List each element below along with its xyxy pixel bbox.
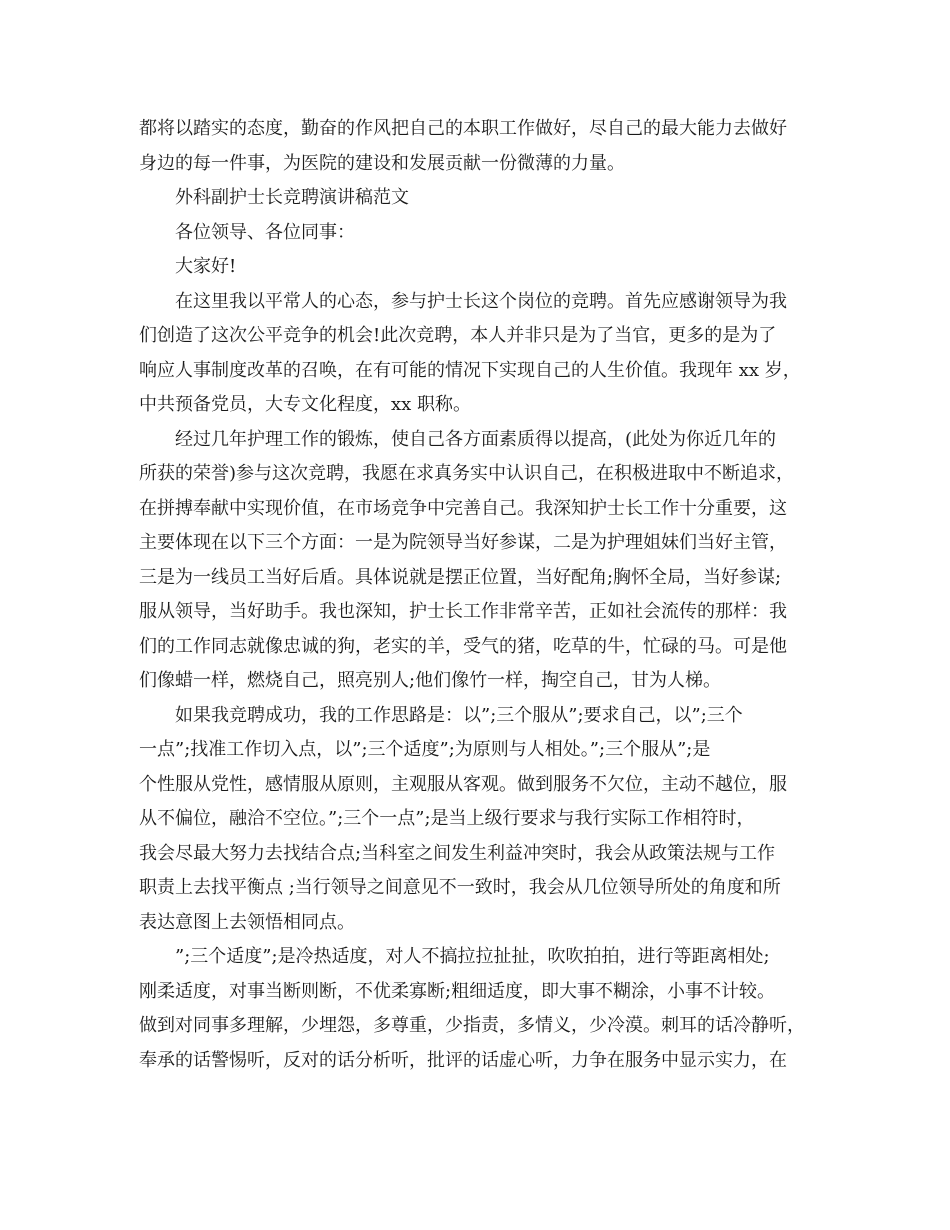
text-line: 经过几年护理工作的锻炼，使自己各方面素质得以提高，(此处为你近几年的 <box>175 428 777 450</box>
text-line: 外科副护士长竞聘演讲稿范文 <box>175 187 409 208</box>
text-line: 服从领导，当好助手。我也深知，护士长工作非常辛苦，正如社会流传的那样：我 <box>139 601 787 622</box>
text-line: 在拼搏奉献中实现价值，在市场竞争中完善自己。我深知护士长工作十分重要，这 <box>139 497 787 519</box>
text-line: 奉承的话警惕听，反对的话分析听，批评的话虚心听，力争在服务中显示实力，在 <box>139 1049 787 1071</box>
text-line: 如果我竞聘成功，我的工作思路是：以”;三个服从”;要求自己，以”;三个 <box>175 704 743 726</box>
text-line: 个性服从党性，感情服从原则，主观服从客观。做到服务不欠位，主动不越位，服 <box>139 773 787 795</box>
text-line: 三是为一线员工当好后盾。具体说就是摆正位置，当好配角;胸怀全局，当好参谋; <box>139 566 782 588</box>
text-line: 刚柔适度，对事当断则断，不优柔寡断;粗细适度，即大事不糊涂，小事不计较。 <box>139 980 776 1002</box>
document-body <box>139 112 819 1078</box>
text-line: ”;三个适度”;是冷热适度，对人不搞拉拉扯扯，吹吹拍拍，进行等距离相处; <box>175 946 770 967</box>
text-line: 们的工作同志就像忠诚的狗，老实的羊，受气的猪，吃草的牛，忙碌的马。可是他 <box>139 635 787 657</box>
text-line: 响应人事制度改革的召唤，在有可能的情况下实现自己的人生价值。我现年 xx 岁， <box>139 359 801 381</box>
text-line: 在这里我以平常人的心态，参与护士长这个岗位的竞聘。首先应感谢领导为我 <box>175 290 787 312</box>
text-line: 大家好! <box>175 256 237 277</box>
text-line: 我会尽最大努力去找结合点;当科室之间发生利益冲突时，我会从政策法规与工作 <box>139 842 776 864</box>
text-line: 身边的每一件事，为医院的建设和发展贡献一份微薄的力量。 <box>139 152 625 174</box>
text-line: 一点”;找准工作切入点，以”;三个适度”;为原则与人相处。”;三个服从”;是 <box>139 739 711 760</box>
text-line: 所获的荣誉)参与这次竞聘，我愿在求真务实中认识自己，在积极进取中不断追求， <box>139 463 795 484</box>
text-line: 中共预备党员，大专文化程度，xx 职称。 <box>139 394 472 415</box>
text-line: 从不偏位，融洽不空位。”;三个一点”;是当上级行要求与我行实际工作相符时， <box>139 808 755 829</box>
text-line: 主要体现在以下三个方面：一是为院领导当好参谋，二是为护理姐妹们当好主管， <box>139 532 787 553</box>
text-line: 表达意图上去领悟相同点。 <box>139 911 355 933</box>
text-line: 们创造了这次公平竞争的机会!此次竞聘，本人并非只是为了当官，更多的是为了 <box>139 325 777 346</box>
text-line: 各位领导、各位同事： <box>175 221 355 243</box>
text-line: 们像蜡一样，燃烧自己，照亮别人;他们像竹一样，掏空自己，甘为人梯。 <box>139 670 722 691</box>
text-line: 都将以踏实的态度，勤奋的作风把自己的本职工作做好，尽自己的最大能力去做好 <box>139 118 787 139</box>
text-line: 职责上去找平衡点 ;当行领导之间意见不一致时，我会从几位领导所处的角度和所 <box>139 877 781 898</box>
text-line: 做到对同事多理解，少埋怨，多尊重，少指责，多情义，少冷漠。刺耳的话冷静听， <box>139 1015 805 1036</box>
